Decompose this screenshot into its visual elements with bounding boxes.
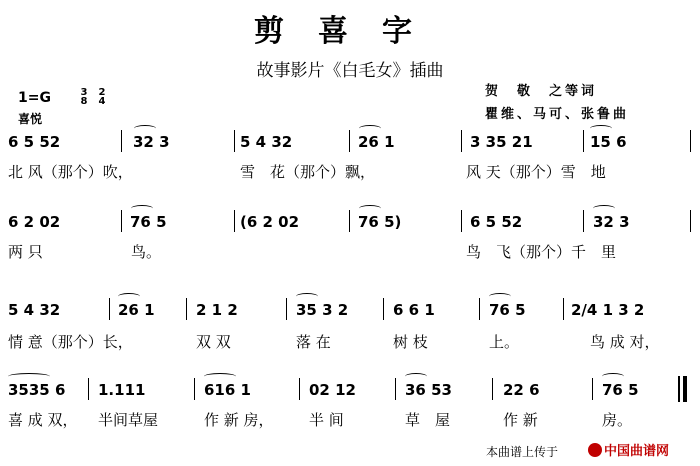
lyric-text: 作 新 房， — [204, 411, 274, 429]
notes-bar: 76 5 — [130, 213, 167, 231]
meter-bottom: 4 — [98, 96, 106, 107]
meter-top: 3 — [80, 87, 88, 98]
slur-mark — [204, 373, 236, 380]
bar-line — [349, 210, 350, 232]
notes-bar: 1.111 — [98, 381, 146, 399]
lyric-text: 情 意（那个）长， — [8, 333, 133, 351]
lyric-text: 鸟 成 对， — [590, 333, 660, 351]
notes-bar: 2/4 1 3 2 — [571, 301, 645, 319]
notes-bar: 32 3 — [593, 213, 630, 231]
lyric-text: 树 枝 — [393, 333, 428, 351]
slur-mark — [118, 293, 140, 300]
bar-line — [592, 378, 593, 400]
tempo-marking: 喜悦 — [18, 112, 43, 126]
final-bar-thick — [683, 376, 687, 402]
notes-bar: 15 6 — [590, 133, 627, 151]
bar-line — [690, 130, 691, 152]
notes-bar: 5 4 32 — [240, 133, 293, 151]
lyric-text: 半 间 — [309, 411, 344, 429]
slur-mark — [296, 293, 318, 300]
bar-line — [395, 378, 396, 400]
lyric-text: 草 屋 — [405, 411, 451, 429]
bar-line — [461, 210, 462, 232]
bar-line — [583, 130, 584, 152]
lyric-text: 北 风（那个）吹， — [8, 163, 133, 181]
site-logo[interactable] — [588, 440, 669, 459]
bar-line — [121, 130, 122, 152]
bar-line — [234, 130, 235, 152]
notes-bar: 6 6 1 — [393, 301, 435, 319]
lyricist-credit: 贺 敬 之等词 — [485, 84, 598, 99]
bar-line — [583, 210, 584, 232]
bar-line — [383, 298, 384, 320]
bar-line — [299, 378, 300, 400]
lyric-text: 风 天（那个）雪 地 — [466, 163, 606, 181]
notes-bar: 6 2 02 — [8, 213, 61, 231]
slur-mark — [405, 373, 427, 380]
notes-bar: 02 12 — [309, 381, 356, 399]
bar-line — [349, 130, 350, 152]
lyric-text: 上。 — [489, 333, 520, 351]
logo-icon — [588, 443, 602, 457]
song-subtitle: 故事影片《白毛女》插曲 — [256, 61, 444, 81]
bar-line — [563, 298, 564, 320]
final-bar-thin — [678, 376, 680, 402]
slur-mark — [359, 125, 381, 132]
lyric-text: 鸟 飞（那个）千 里 — [466, 243, 617, 261]
bar-line — [186, 298, 187, 320]
notes-bar: 5 4 32 — [8, 301, 61, 319]
notes-bar: 6 5 52 — [8, 133, 61, 151]
lyric-text: 房。 — [602, 411, 633, 429]
bar-line — [88, 378, 89, 400]
notes-bar: 26 1 — [358, 133, 395, 151]
slur-mark — [593, 205, 615, 212]
lyric-text: 双 双 — [196, 333, 231, 351]
slur-mark — [134, 125, 156, 132]
bar-line — [121, 210, 122, 232]
notes-bar: 6 5 52 — [470, 213, 523, 231]
time-signature-3-8 — [78, 88, 90, 106]
meter-bottom: 8 — [80, 96, 88, 107]
lyric-text: 喜 成 双， — [8, 411, 78, 429]
bar-line — [461, 130, 462, 152]
lyric-text: 半间草屋 — [98, 411, 159, 429]
bar-line — [194, 378, 195, 400]
song-title: 剪喜字 — [254, 14, 446, 49]
time-signature-2-4 — [96, 88, 108, 106]
lyric-text: 两 只 — [8, 243, 43, 261]
slur-mark — [590, 125, 612, 132]
notes-bar: 36 53 — [405, 381, 452, 399]
notes-bar: 2 1 2 — [196, 301, 238, 319]
notes-bar: 76 5 — [602, 381, 639, 399]
notes-bar: 22 6 — [503, 381, 540, 399]
slur-mark — [8, 373, 50, 380]
bar-line — [234, 210, 235, 232]
footer-text: 本曲谱上传于 — [486, 445, 559, 459]
notes-bar: 3535 6 — [8, 381, 66, 399]
lyric-text: 雪 花（那个）飘， — [240, 163, 376, 181]
composer-credit: 瞿维、马可、张鲁曲 — [485, 107, 630, 122]
slur-mark — [131, 205, 153, 212]
notes-bar: 616 1 — [204, 381, 251, 399]
notes-bar: 3 35 21 — [470, 133, 533, 151]
lyric-text: 作 新 — [503, 411, 538, 429]
bar-line — [690, 210, 691, 232]
bar-line — [109, 298, 110, 320]
lyric-text: 落 在 — [296, 333, 331, 351]
notes-bar: 35 3 2 — [296, 301, 349, 319]
bar-line — [492, 378, 493, 400]
slur-mark — [602, 373, 624, 380]
logo-text: 中国曲谱网 — [604, 444, 670, 459]
lyric-text: 鸟。 — [131, 243, 162, 261]
notes-bar: 76 5 — [489, 301, 526, 319]
bar-line — [286, 298, 287, 320]
bar-line — [479, 298, 480, 320]
meter-top: 2 — [98, 87, 106, 98]
notes-bar: 26 1 — [118, 301, 155, 319]
notes-bar: (6 2 02 — [240, 213, 300, 231]
key-signature: 1=G — [18, 90, 51, 106]
slur-mark — [359, 205, 381, 212]
notes-bar: 32 3 — [133, 133, 170, 151]
notes-bar: 76 5) — [358, 213, 402, 231]
slur-mark — [489, 293, 511, 300]
